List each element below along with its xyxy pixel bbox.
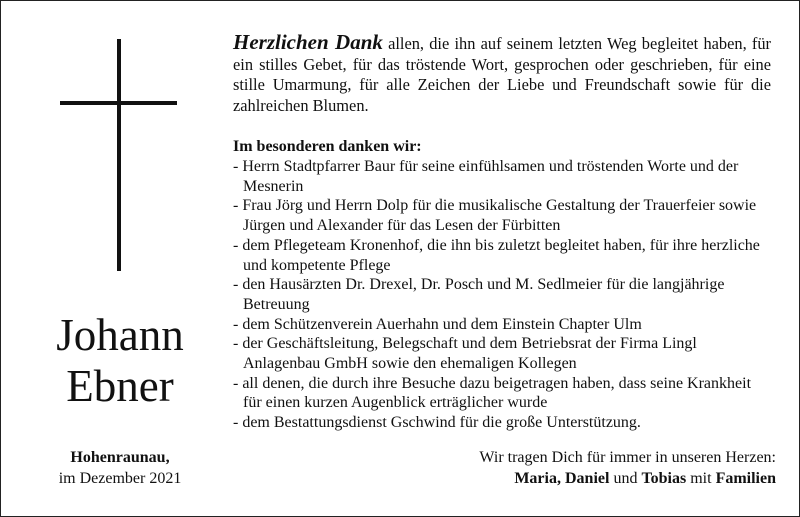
date: im Dezember 2021 (58, 470, 182, 487)
cross-horizontal-bar (60, 101, 177, 105)
thanks-list (233, 157, 773, 433)
closing-block (420, 447, 776, 489)
list-item: - der Geschäftsleitung, Belegschaft und dem Betriebsrat der Firma Lingl Anlagenbau GmbH sowie den ehemaligen Kollegen (233, 335, 697, 373)
first-name: Johann (56, 310, 184, 360)
last-name: Ebner (66, 361, 174, 411)
closing-line: Wir tragen Dich für immer in unseren Herzen: (479, 449, 776, 466)
intro-paragraph (233, 32, 771, 116)
conjunction-and: und (613, 470, 638, 487)
list-item: - dem Bestattungsdienst Gschwind für die große Unterstützung. (233, 414, 641, 432)
family-name-maria: Maria, (514, 470, 561, 487)
list-item: - dem Schützenverein Auerhahn und dem Einstein Chapter Ulm (233, 315, 642, 333)
families-label: Familien (715, 470, 776, 487)
list-item: - Frau Jörg und Herrn Dolp für die musikalische Gestaltung der Trauerfeier sowie Jürgen und Alexander für das Lesen der Fürbitten (233, 197, 757, 235)
place-date (0, 447, 240, 489)
family-name-tobias: Tobias (641, 470, 687, 487)
list-item: - all denen, die durch ihre Besuche dazu beigetragen haben, dass seine Krankheit für einen kurzen Augenblick erträglicher wurde (233, 374, 752, 412)
intro-heading: Herzlichen Dank (233, 30, 383, 54)
intro-text: allen, die ihn auf seinem letzten Weg begleitet haben, für ein stilles Gebet, für das tröstende Wort, gesprochen oder geschrieben, für eine stille Umarmung, für alle Zeichen der Liebe und Freundschaft sowie für die zahlreichen Blumen. (233, 34, 771, 115)
thanks-heading: Im besonderen danken wir: (233, 138, 422, 155)
preposition-with: mit (690, 470, 712, 487)
family-name-daniel: Daniel (564, 470, 610, 487)
place: Hohenraunau, (70, 449, 170, 466)
list-item: - Herrn Stadtpfarrer Baur für seine einfühlsamen und tröstenden Worte und der Mesnerin (233, 158, 739, 195)
cross-vertical-bar (117, 39, 121, 271)
list-item: - dem Pflegeteam Kronenhof, die ihn bis zuletzt begleitet haben, für ihre herzliche und kompetente Pflege (233, 236, 760, 274)
list-item: - den Hausärzten Dr. Drexel, Dr. Posch und M. Sedlmeier für die langjährige Betreuung (233, 276, 725, 313)
